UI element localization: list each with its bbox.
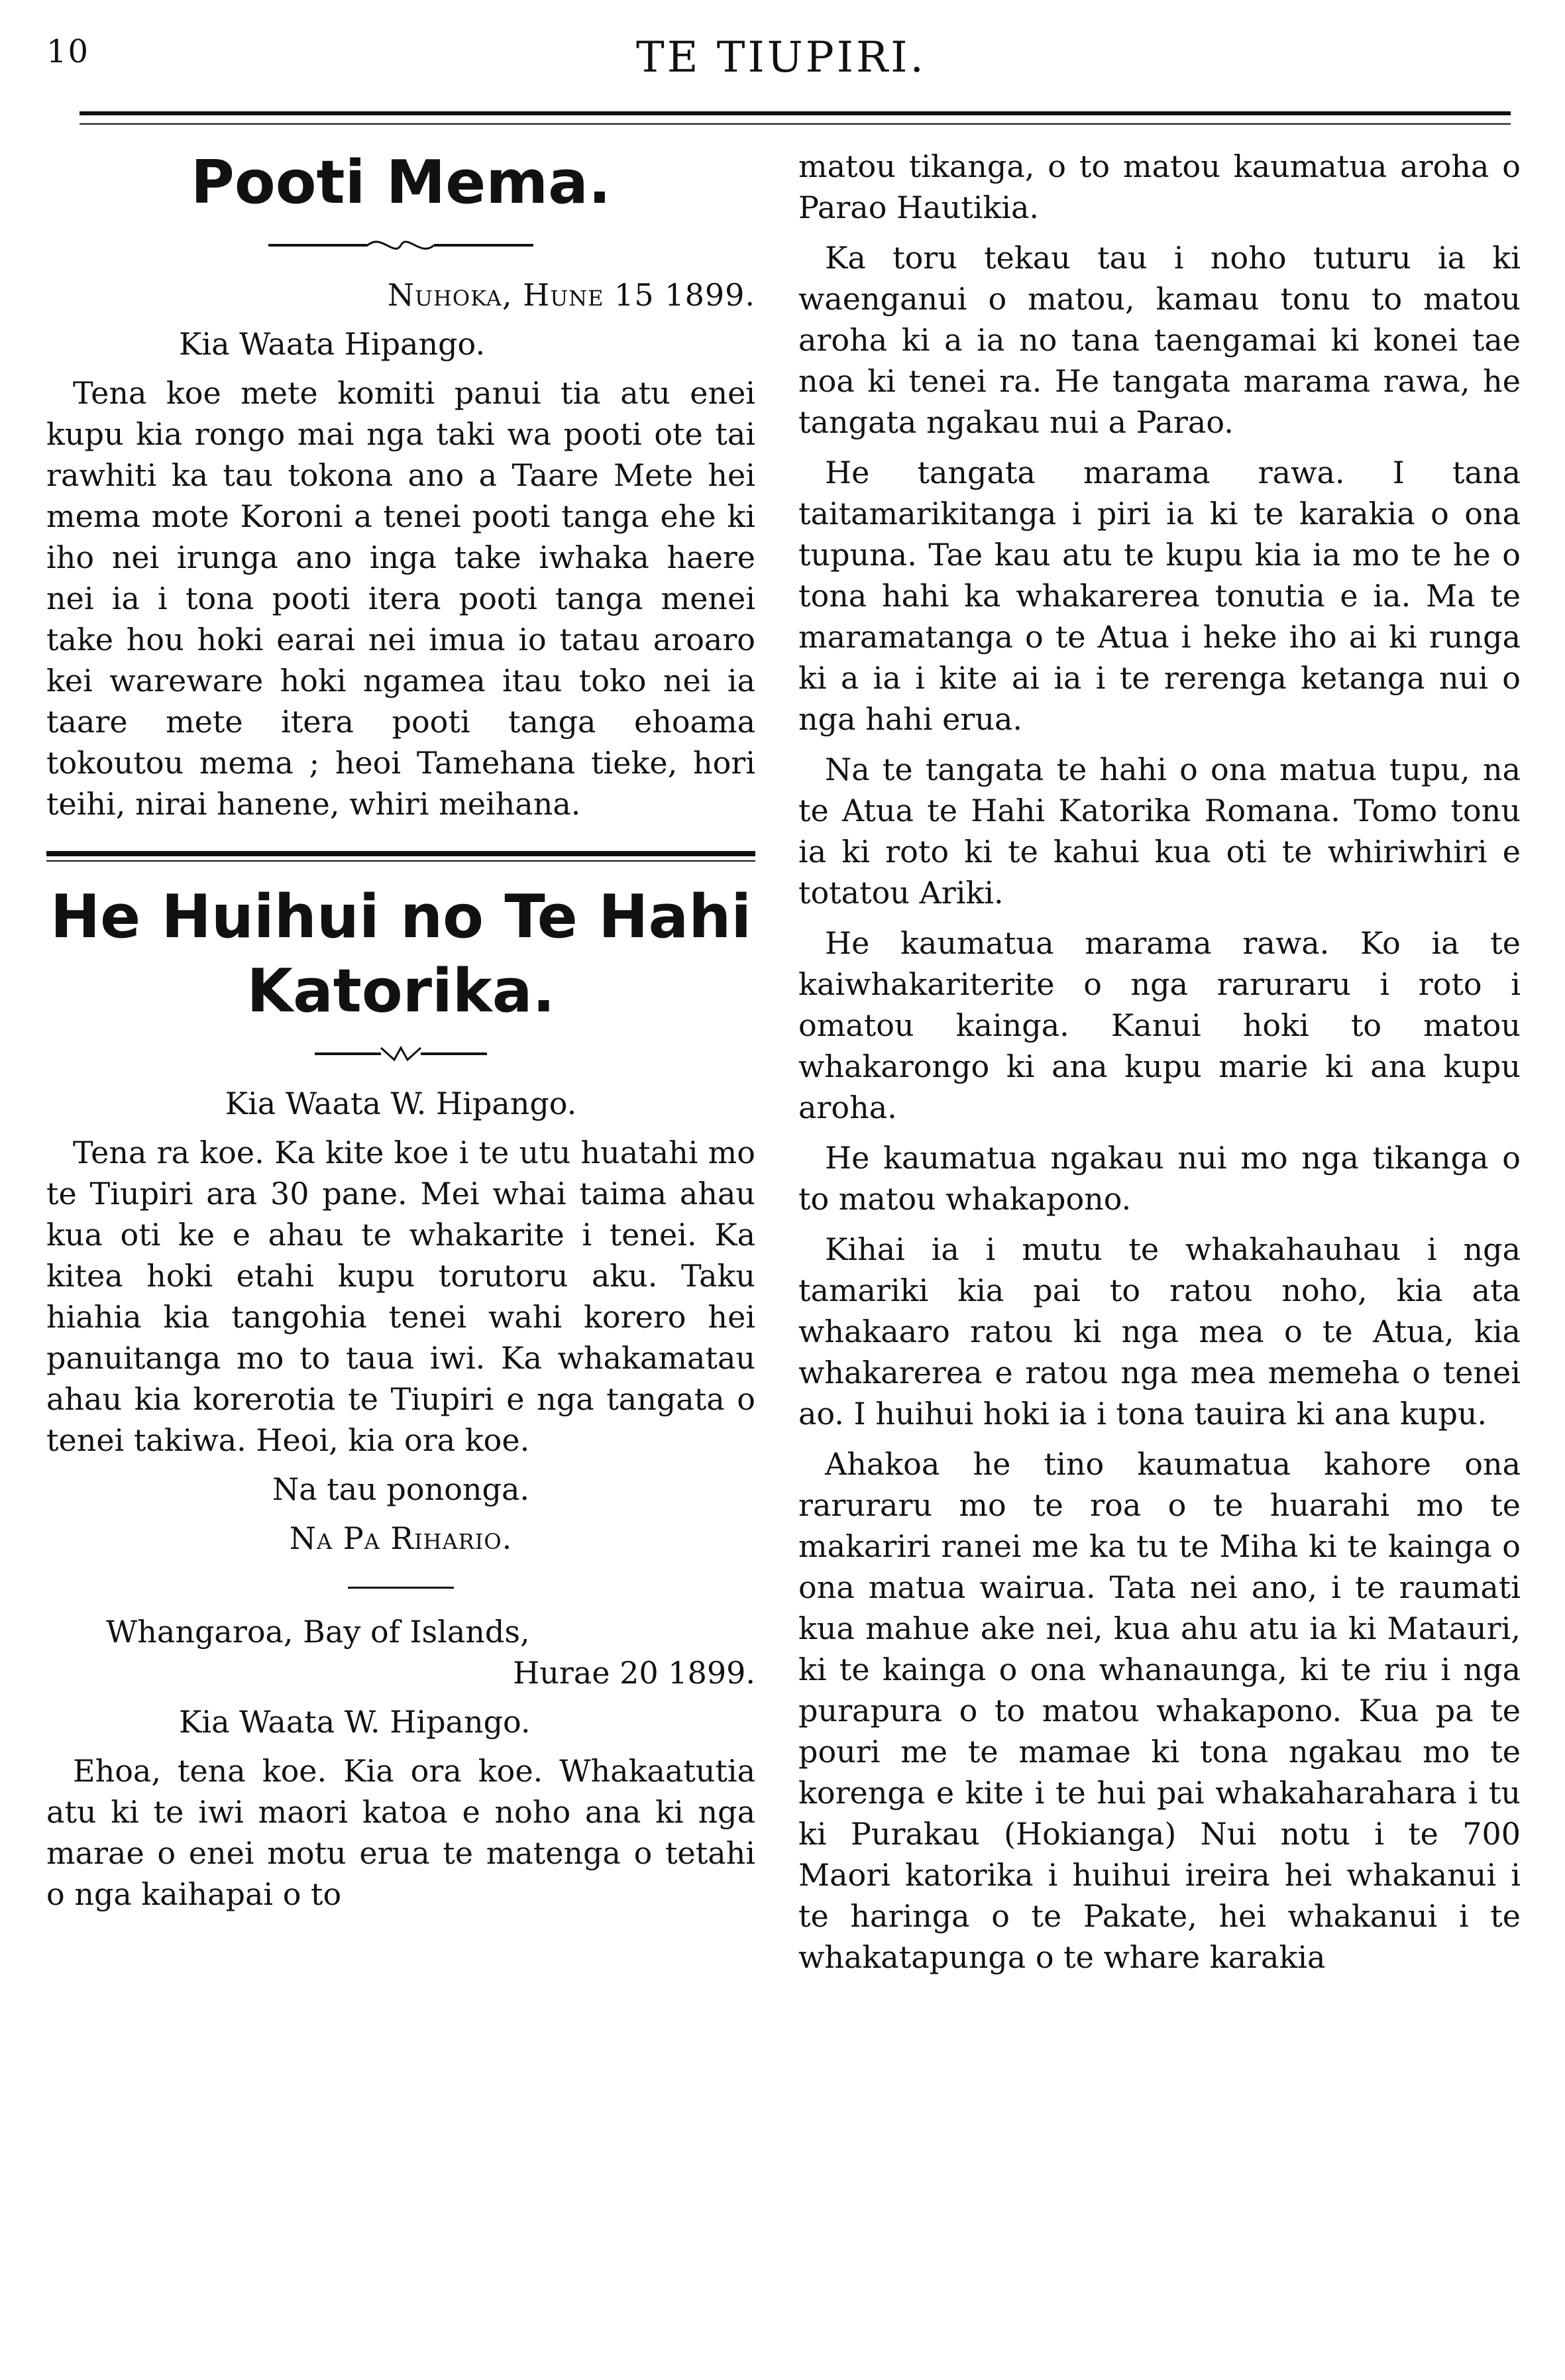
section-divider <box>46 851 755 862</box>
article-huihui <box>46 880 755 1915</box>
article-headline: Pooti Mema. <box>190 148 612 217</box>
right-column <box>798 146 1521 1987</box>
salutation: Kia Waata Hipango. <box>179 326 486 362</box>
ornament-divider-icon <box>315 1041 487 1067</box>
page-header <box>0 33 1565 106</box>
letter-closing: Na tau pononga. <box>272 1471 530 1507</box>
page-number: 10 <box>46 33 90 70</box>
paragraph: Na te tangata te hahi o ona matua tupu, na te Atua te Hahi Katorika Romana. Tomo tonu ia ki roto ki te kahui kua oti te whiriwhiri e totatou Ariki. <box>798 752 1521 911</box>
paragraph: He tangata marama rawa. I tana taitamarikitanga i piri ia ki te karakia o ona tupuna. Tae kau atu te kupu kia ia mo te he o tona hahi ka whakarerea tonutia e ia. Ma te maramatanga o te Atua i heke iho ai ki runga ki a ia i kite ai ia i te rerenga ketanga nui o nga hahi erua. <box>798 455 1521 737</box>
dateline: Nuhoka, Hune 15 1899. <box>387 277 755 313</box>
letter-divider <box>348 1587 454 1589</box>
letter-body: Ehoa, tena koe. Kia ora koe. Whakaatutia atu ki te iwi maori katoa e noho ana ki nga marae o enei motu erua te matenga o tetahi o nga kaihapai o to <box>46 1753 755 1912</box>
paragraph: He kaumatua ngakau nui mo nga tikanga o to matou whakapono. <box>798 1140 1521 1217</box>
ornament-divider-icon <box>268 232 533 258</box>
paragraph: Ka toru tekau tau i noho tuturu ia ki waenganui o matou, kamau tonu to matou aroha ki a ia no tana taengamai ki konei tae noa ki tenei ra. He tangata marama rawa, he tangata ngakau nui a Parao. <box>798 240 1521 440</box>
article-headline-line2: Katorika. <box>246 956 555 1026</box>
letter-body: Tena ra koe. Ka kite koe i te utu huatahi mo te Tiupiri ara 30 pane. Mei whai taima ahau kua oti ke e ahau te whakarite i tenei. Ka kitea hoki etahi kupu torutoru aku. Taku hiahia kia tangohia tenei wahi korero hei panuitanga mo to taua iwi. Ka whakamatau ahau kia korerotia te Tiupiri e nga tangata o tenei takiwa. Heoi, kia ora koe. <box>46 1135 755 1458</box>
dateline-date: Hurae 20 1899. <box>513 1655 755 1691</box>
letter-signature: Na Pa Rihario. <box>289 1520 513 1556</box>
salutation: Kia Waata W. Hipango. <box>225 1086 577 1121</box>
salutation: Kia Waata W. Hipango. <box>179 1704 531 1740</box>
header-rule-thin <box>80 123 1511 125</box>
article-body: Tena koe mete komiti panui tia atu enei kupu kia rongo mai nga taki wa pooti ote tai rawhiti ka tau tokona ano a Taare Mete hei mema mote Koroni a tenei pooti tanga ehe ki iho nei irunga ano inga take iwhaka haere nei ia i tona pooti itera pooti tanga menei take hou hoki earai nei imua io tatau aroaro kei wareware hoki ngamea itau toko nei ia taare mete itera pooti tanga ehoama tokoutou mema ; heoi Tamehana tieke, hori teihi, nirai hanene, whiri meihana. <box>46 375 755 822</box>
article-pooti-mema <box>46 146 755 824</box>
header-rule <box>80 111 1511 115</box>
paragraph: He kaumatua marama rawa. Ko ia te kaiwhakariterite o nga raruraru i roto i omatou kainga. Kanui hoki to matou whakarongo ki ana kupu marie ki ana kupu aroha. <box>798 925 1521 1125</box>
paragraph: Kihai ia i mutu te whakahauhau i nga tamariki kia pai to ratou noho, kia ata whakaaro ratou ki nga mea o te Atua, kia whakarerea e ratou nga mea memeha o tenei ao. I huihui hoki ia i tona tauira ki ana kupu. <box>798 1231 1521 1432</box>
running-title: TE TIUPIRI. <box>636 33 926 82</box>
paragraph: Ahakoa he tino kaumatua kahore ona raruraru mo te roa o te huarahi mo te makariri ranei me ka tu te Miha ki te kainga o ona matua wairua. Tata nei ano, i te raumati kua mahue ake nei, kua ahu atu ia ki Matauri, ki te kainga o ona whanaunga, ki te riu i nga purapura o to matou whakapono. Kua pa te pouri me te mamae ki tona ngakau mo te korenga e kite i te hui pai whakaharahara i tu ki Purakau (Hokianga) Nui notu i te 700 Maori katorika i huihui ireira hei whakanui i te haringa o te Pakate, hei whakanui i te whakatapunga o te whare karakia <box>798 1446 1521 1975</box>
left-column <box>46 146 755 1923</box>
paragraph: matou tikanga, o to matou kaumatua aroha o Parao Hautikia. <box>798 148 1521 225</box>
article-headline-line1: He Huihui no Te Hahi <box>50 882 752 952</box>
dateline-place: Whangaroa, Bay of Islands, <box>106 1614 530 1650</box>
